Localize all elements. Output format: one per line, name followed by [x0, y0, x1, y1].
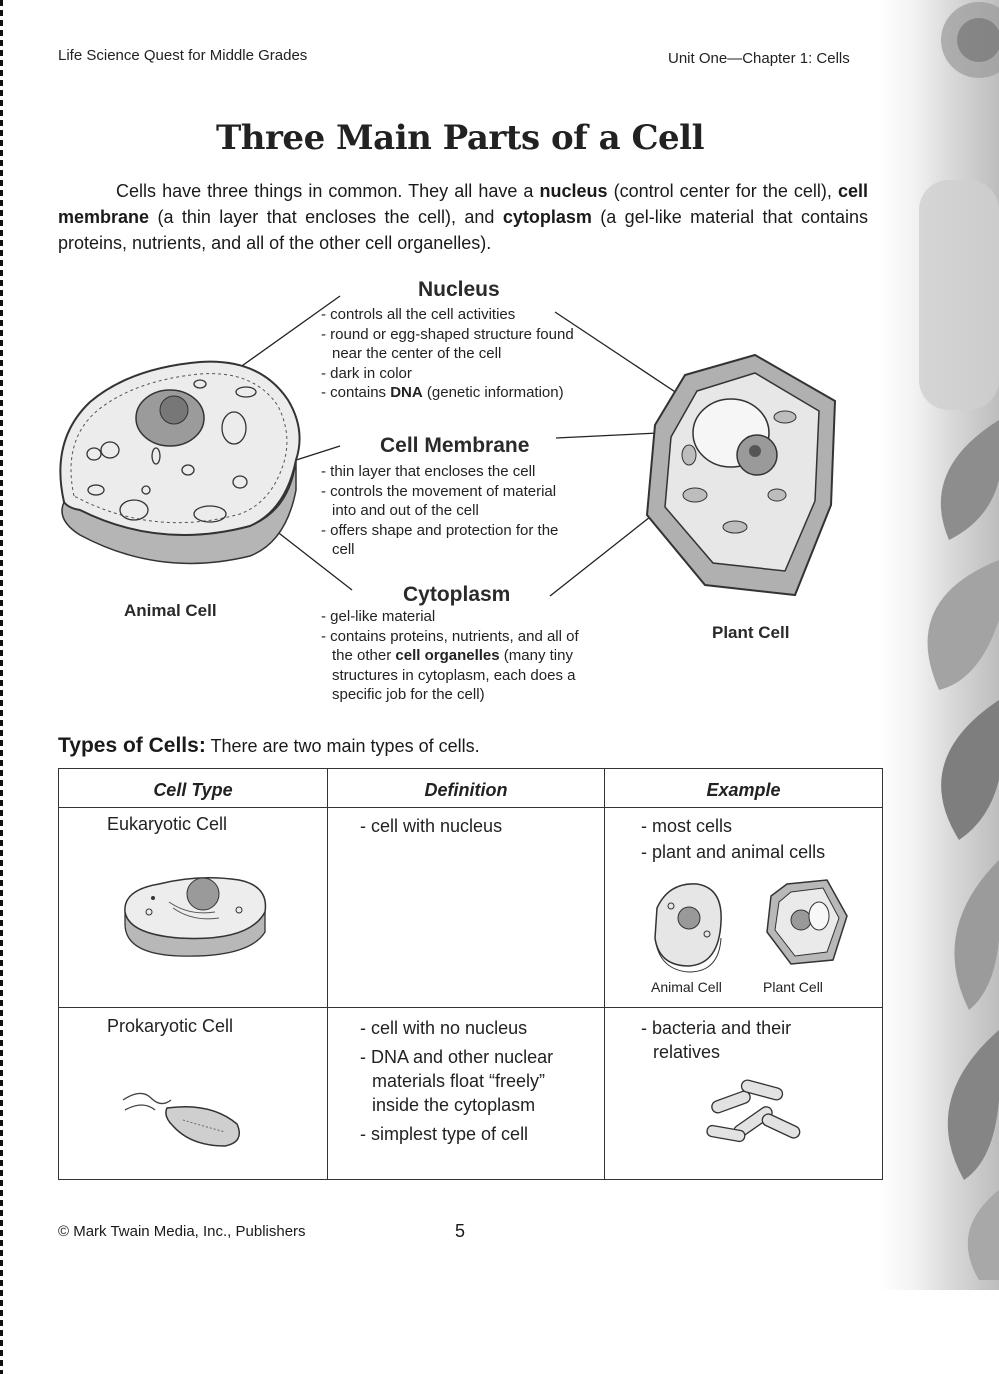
list-item: - offers shape and protection for the cell: [321, 521, 571, 560]
example-cell: [605, 808, 883, 1008]
list-item: - plant and animal cells: [641, 840, 871, 864]
list-item: - controls the movement of material into and out of the cell: [321, 482, 571, 521]
definition-cell: [328, 808, 605, 1008]
example-cell: [605, 1008, 883, 1180]
column-header: Example: [605, 769, 883, 808]
plant-cell-illustration: [635, 345, 850, 615]
prokaryotic-cell-illustration: [121, 1086, 251, 1156]
page-title: Three Main Parts of a Cell: [216, 118, 704, 158]
table-row: [59, 808, 883, 1008]
list-item: - DNA and other nuclear materials float “freely” inside the cytoplasm: [360, 1045, 560, 1117]
cell-type-cell: [59, 808, 328, 1008]
footer-copyright: © Mark Twain Media, Inc., Publishers: [58, 1223, 306, 1240]
small-animal-cell-illustration: [649, 878, 729, 974]
cell-types-table: [58, 768, 883, 1180]
plant-cell-caption: Plant Cell: [712, 623, 790, 642]
plant-cell-small-caption: Plant Cell: [763, 979, 823, 995]
list-item: - most cells: [641, 814, 871, 838]
cell-type-name: Prokaryotic Cell: [107, 1016, 234, 1036]
list-item: - cell with no nucleus: [360, 1016, 560, 1040]
cell-membrane-list: [321, 462, 571, 560]
list-item: - cell with nucleus: [360, 814, 590, 838]
animal-cell-illustration: [50, 350, 310, 580]
list-item: - gel-like material: [321, 607, 591, 627]
list-item: - contains proteins, nutrients, and all of the other cell organelles (many tiny structures in cytoplasm, each does a specific job for the cell): [321, 627, 591, 705]
eukaryotic-cell-illustration: [119, 872, 269, 962]
definition-list: [360, 814, 590, 843]
example-list: [641, 1016, 831, 1069]
nucleus-heading: Nucleus: [418, 278, 500, 301]
column-header: Cell Type: [59, 769, 328, 808]
cytoplasm-heading: Cytoplasm: [403, 583, 511, 606]
example-list: [641, 814, 871, 869]
intro-paragraph: Cells have three things in common. They all have a nucleus (control center for the cell), cell membrane (a thin layer that encloses the cell), and cytoplasm (a gel-like material that contains proteins, nutrients, and all of the other cell organelles).: [58, 181, 868, 253]
small-plant-cell-illustration: [763, 876, 849, 968]
animal-cell-caption: Animal Cell: [124, 601, 217, 620]
bacteria-illustration: [701, 1076, 811, 1156]
types-of-cells-heading: Types of Cells: There are two main types of cells.: [58, 734, 480, 757]
animal-cell-small-caption: Animal Cell: [651, 979, 722, 995]
list-item: - dark in color: [321, 364, 591, 384]
cell-type-name: Eukaryotic Cell: [107, 814, 228, 834]
page-number: 5: [455, 1221, 466, 1241]
list-item: - round or egg-shaped structure found near the center of the cell: [321, 325, 591, 364]
cell-membrane-heading: Cell Membrane: [380, 434, 530, 457]
list-item: - simplest type of cell: [360, 1122, 560, 1146]
header-book-title: Life Science Quest for Middle Grades: [58, 47, 308, 64]
definition-list: [360, 1016, 560, 1151]
list-item: - contains DNA (genetic information): [321, 383, 591, 403]
list-item: - thin layer that encloses the cell: [321, 462, 571, 482]
table-row: [59, 1008, 883, 1180]
column-header: Definition: [328, 769, 605, 808]
list-item: - controls all the cell activities: [321, 305, 591, 325]
nucleus-list: [321, 305, 591, 403]
table-header-row: [59, 769, 883, 808]
cell-type-cell: [59, 1008, 328, 1180]
header-chapter: Unit One—Chapter 1: Cells: [668, 50, 850, 67]
definition-cell: [328, 1008, 605, 1180]
list-item: - bacteria and their relatives: [641, 1016, 831, 1064]
cytoplasm-list: [321, 607, 591, 705]
